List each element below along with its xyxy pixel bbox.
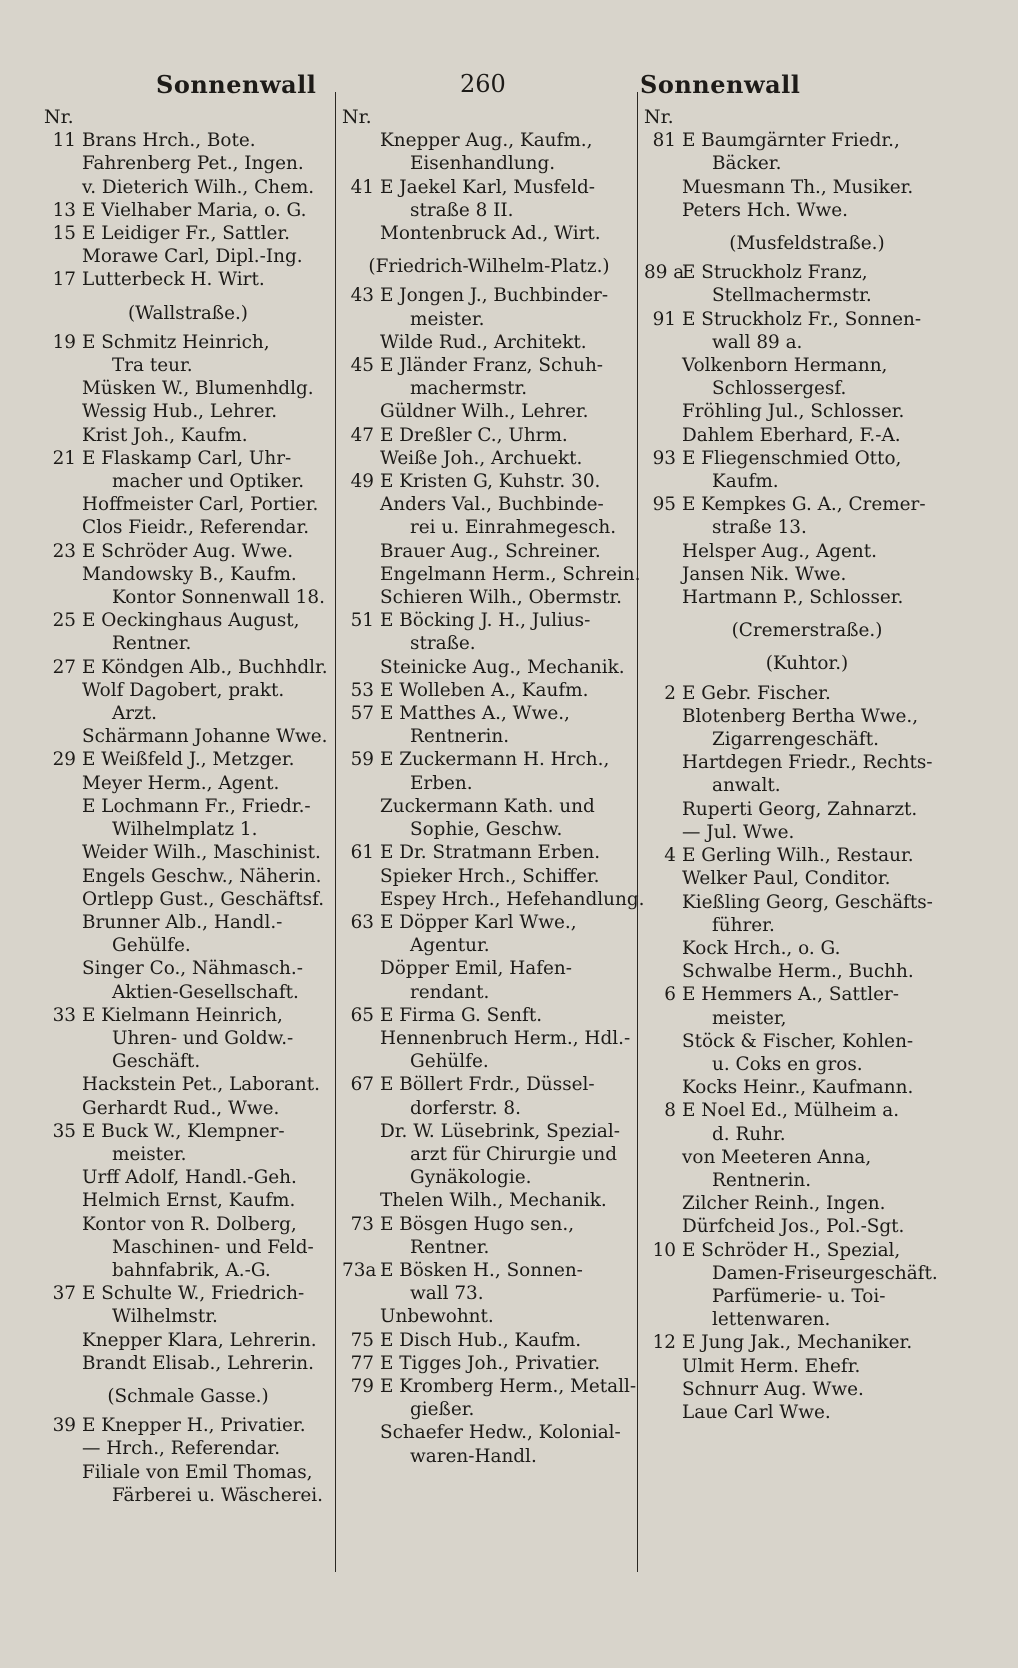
house-number: 35 bbox=[52, 1120, 76, 1142]
house-number: 25 bbox=[52, 610, 76, 632]
resident-entry: Hartmann P., Schlosser. bbox=[682, 587, 904, 609]
resident-entry: Filiale von Emil Thomas, bbox=[82, 1461, 313, 1483]
entry-continuation: rei u. Einrahmegesch. bbox=[410, 517, 617, 539]
house-number: 95 bbox=[652, 494, 676, 516]
resident-text: E Kielmann Heinrich, bbox=[82, 1004, 283, 1026]
resident-text: E Kristen G, Kuhstr. 30. bbox=[380, 471, 601, 493]
entry-continuation: waren-Handl. bbox=[410, 1445, 537, 1467]
resident-text: E Struckholz Franz, bbox=[682, 262, 868, 284]
resident-entry: Zuckermann Kath. und bbox=[380, 795, 595, 817]
entry-continuation: Uhren- und Goldw.- bbox=[112, 1027, 294, 1049]
resident-text: E Oeckinghaus August, bbox=[82, 610, 300, 632]
entry-continuation: Damen-Friseurgeschäft. bbox=[712, 1262, 938, 1284]
house-entry bbox=[342, 1375, 636, 1398]
column-3 bbox=[644, 106, 970, 1424]
resident-entry: Fröhling Jul., Schlosser. bbox=[682, 401, 905, 423]
resident-entry: Gerhardt Rud., Wwe. bbox=[82, 1097, 280, 1119]
resident-text: E Fliegenschmied Otto, bbox=[682, 447, 902, 469]
resident-text: E Schröder H., Spezial, bbox=[682, 1239, 901, 1261]
resident-entry: Welker Paul, Conditor. bbox=[682, 868, 891, 890]
house-number: 27 bbox=[52, 656, 76, 678]
house-entry bbox=[644, 493, 970, 516]
resident-text: E Gebr. Fischer. bbox=[682, 682, 831, 704]
entry-continuation: wall 89 a. bbox=[712, 331, 803, 353]
house-number: 13 bbox=[52, 199, 76, 221]
entry-continuation: wall 73. bbox=[410, 1283, 484, 1305]
column-rule bbox=[637, 92, 638, 1572]
house-entry bbox=[342, 702, 636, 725]
resident-text: E Knepper H., Privatier. bbox=[82, 1415, 306, 1437]
house-number: 93 bbox=[652, 447, 676, 469]
resident-entry: Steinicke Aug., Mechanik. bbox=[380, 656, 625, 678]
resident-text: E Schmitz Heinrich, bbox=[82, 331, 270, 353]
house-entry bbox=[342, 424, 636, 447]
resident-text: E Dr. Stratmann Erben. bbox=[380, 842, 601, 864]
house-number: 19 bbox=[52, 331, 76, 353]
house-entry bbox=[342, 841, 636, 864]
entry-continuation: Rentner. bbox=[112, 633, 192, 655]
resident-entry: Knepper Aug., Kaufm., bbox=[380, 130, 593, 152]
entry-continuation: Gehülfe. bbox=[112, 935, 191, 957]
house-number: 15 bbox=[52, 223, 76, 245]
column-rule bbox=[335, 92, 336, 1572]
resident-text: E Köndgen Alb., Buchhdlr. bbox=[82, 656, 328, 678]
resident-entry: Kontor von R. Dolberg, bbox=[82, 1213, 297, 1235]
resident-text: E Jung Jak., Mechaniker. bbox=[682, 1332, 913, 1354]
resident-entry: Unbewohnt. bbox=[380, 1306, 494, 1328]
entry-continuation: dorferstr. 8. bbox=[410, 1097, 521, 1119]
resident-entry: Schwalbe Herm., Buchh. bbox=[682, 961, 914, 983]
house-number: 73 bbox=[350, 1213, 374, 1235]
resident-entry: Ruperti Georg, Zahnarzt. bbox=[682, 798, 918, 820]
house-entry bbox=[342, 1004, 636, 1027]
resident-text: E Tigges Joh., Privatier. bbox=[380, 1352, 601, 1374]
house-number: 39 bbox=[52, 1415, 76, 1437]
entry-continuation: Stellmachermstr. bbox=[712, 285, 872, 307]
entry-continuation: Arzt. bbox=[112, 703, 157, 725]
house-number: 45 bbox=[350, 355, 374, 377]
resident-entry: Hennenbruch Herm., Hdl.- bbox=[380, 1027, 631, 1049]
resident-entry: Brandt Elisab., Lehrerin. bbox=[82, 1352, 315, 1374]
resident-text: E Vielhaber Maria, o. G. bbox=[82, 199, 307, 221]
house-entry bbox=[342, 679, 636, 702]
house-entry bbox=[342, 1213, 636, 1236]
entry-continuation: Erben. bbox=[410, 772, 473, 794]
resident-text: E Weißfeld J., Metzger. bbox=[82, 749, 295, 771]
resident-text: E Gerling Wilh., Restaur. bbox=[682, 845, 914, 867]
resident-text: E Buck W., Klempner- bbox=[82, 1120, 285, 1142]
house-entry bbox=[342, 1259, 636, 1282]
house-entry bbox=[342, 609, 636, 632]
entry-continuation: Sophie, Geschw. bbox=[410, 819, 563, 841]
house-entry bbox=[644, 844, 970, 867]
house-number: 37 bbox=[52, 1283, 76, 1305]
house-entry bbox=[644, 447, 970, 470]
house-number: 59 bbox=[350, 749, 374, 771]
entry-continuation: straße 8 II. bbox=[410, 199, 514, 221]
house-entry bbox=[342, 284, 636, 307]
house-entry bbox=[44, 1282, 332, 1305]
house-entry bbox=[44, 540, 332, 563]
entry-continuation: lettenwaren. bbox=[712, 1309, 831, 1331]
resident-entry: Brauer Aug., Schreiner. bbox=[380, 540, 601, 562]
resident-entry: Anders Val., Buchbinde- bbox=[380, 494, 604, 516]
house-number: 63 bbox=[350, 911, 374, 933]
house-number: 29 bbox=[52, 749, 76, 771]
house-entry bbox=[644, 682, 970, 705]
house-entry bbox=[44, 1414, 332, 1437]
house-entry bbox=[44, 1004, 332, 1027]
resident-entry: Weiße Joh., Archuekt. bbox=[380, 447, 583, 469]
house-number: 91 bbox=[652, 308, 676, 330]
resident-text: E Schulte W., Friedrich- bbox=[82, 1283, 305, 1305]
resident-text: E Böllert Frdr., Düssel- bbox=[380, 1074, 595, 1096]
resident-entry: Espey Hrch., Hefehandlung. bbox=[380, 888, 645, 910]
house-number: 8 bbox=[664, 1100, 676, 1122]
resident-text: E Struckholz Fr., Sonnen- bbox=[682, 308, 922, 330]
house-entry bbox=[44, 129, 332, 152]
running-head-left: Sonnenwall bbox=[156, 70, 317, 99]
entry-continuation: straße. bbox=[410, 633, 476, 655]
house-entry bbox=[44, 656, 332, 679]
resident-text: E Böcking J. H., Julius- bbox=[380, 610, 591, 632]
house-number: 65 bbox=[350, 1004, 374, 1026]
resident-entry: Jansen Nik. Wwe. bbox=[682, 563, 847, 585]
house-number: 77 bbox=[350, 1352, 374, 1374]
house-entry bbox=[44, 609, 332, 632]
resident-entry: Helsper Aug., Agent. bbox=[682, 540, 877, 562]
resident-entry: Kießling Georg, Geschäfts- bbox=[682, 891, 933, 913]
house-number: 47 bbox=[350, 424, 374, 446]
resident-text: E Schröder Aug. Wwe. bbox=[82, 540, 294, 562]
resident-text: E Kempkes G. A., Cremer- bbox=[682, 494, 926, 516]
house-entry bbox=[644, 261, 970, 284]
resident-entry: Schaefer Hedw., Kolonial- bbox=[380, 1422, 621, 1444]
resident-entry: Muesmann Th., Musiker. bbox=[682, 176, 914, 198]
resident-text: E Disch Hub., Kaufm. bbox=[380, 1329, 582, 1351]
entry-continuation: d. Ruhr. bbox=[712, 1123, 786, 1145]
house-entry bbox=[342, 911, 636, 934]
resident-entry: Dr. W. Lüsebrink, Spezial- bbox=[380, 1120, 620, 1142]
house-entry bbox=[342, 176, 636, 199]
entry-continuation: Kontor Sonnenwall 18. bbox=[112, 587, 325, 609]
house-number: 12 bbox=[652, 1332, 676, 1354]
street-heading: (Cremerstraße.) bbox=[731, 620, 883, 642]
resident-entry: Montenbruck Ad., Wirt. bbox=[380, 223, 601, 245]
resident-entry: Döpper Emil, Hafen- bbox=[380, 958, 572, 980]
entry-continuation: machermstr. bbox=[410, 378, 528, 400]
resident-entry: — Hrch., Referendar. bbox=[82, 1438, 281, 1460]
resident-text: E Noel Ed., Mülheim a. bbox=[682, 1100, 900, 1122]
entry-continuation: führer. bbox=[712, 914, 775, 936]
house-number: 33 bbox=[52, 1004, 76, 1026]
resident-entry: Zilcher Reinh., Ingen. bbox=[682, 1193, 886, 1215]
street-heading: (Kuhtor.) bbox=[765, 653, 849, 675]
resident-text: E Hemmers A., Sattler- bbox=[682, 984, 899, 1006]
resident-entry: Dahlem Eberhard, F.-A. bbox=[682, 424, 901, 446]
entry-continuation: bahnfabrik, A.-G. bbox=[112, 1259, 271, 1281]
entry-continuation: Parfümerie- u. Toi- bbox=[712, 1285, 886, 1307]
entry-continuation: Bäcker. bbox=[712, 153, 782, 175]
street-heading: (Schmale Gasse.) bbox=[107, 1385, 269, 1407]
house-number: 81 bbox=[652, 130, 676, 152]
entry-continuation: Wilhelmplatz 1. bbox=[112, 819, 258, 841]
entry-continuation: arzt für Chirurgie und bbox=[410, 1143, 618, 1165]
entry-continuation: Gehülfe. bbox=[410, 1051, 489, 1073]
house-number: 41 bbox=[350, 176, 374, 198]
entry-continuation: u. Coks en gros. bbox=[712, 1053, 863, 1075]
resident-entry: Fahrenberg Pet., Ingen. bbox=[82, 153, 304, 175]
house-entry bbox=[44, 268, 332, 291]
house-number: 75 bbox=[350, 1329, 374, 1351]
resident-entry: Güldner Wilh., Lehrer. bbox=[380, 401, 589, 423]
house-number: 17 bbox=[52, 269, 76, 291]
resident-entry: Hartdegen Friedr., Rechts- bbox=[682, 752, 933, 774]
house-entry bbox=[342, 1329, 636, 1352]
resident-entry: Ortlepp Gust., Geschäftsf. bbox=[82, 888, 325, 910]
entry-continuation: macher und Optiker. bbox=[112, 471, 305, 493]
resident-text: E Dreßler C., Uhrm. bbox=[380, 424, 568, 446]
resident-entry: Peters Hch. Wwe. bbox=[682, 199, 849, 221]
resident-text: E Bösken H., Sonnen- bbox=[380, 1259, 583, 1281]
house-number: 4 bbox=[664, 845, 676, 867]
house-number: 23 bbox=[52, 540, 76, 562]
resident-entry: Engelmann Herm., Schrein. bbox=[380, 563, 641, 585]
resident-text: E Leidiger Fr., Sattler. bbox=[82, 223, 290, 245]
house-number: 57 bbox=[350, 703, 374, 725]
resident-entry: Weider Wilh., Maschinist. bbox=[82, 842, 321, 864]
resident-entry: Singer Co., Nähmasch.- bbox=[82, 958, 303, 980]
entry-continuation: Tra teur. bbox=[112, 355, 193, 377]
resident-text: E Kromberg Herm., Metall- bbox=[380, 1375, 637, 1397]
column-heading: Nr. bbox=[44, 106, 74, 128]
resident-entry: Hackstein Pet., Laborant. bbox=[82, 1074, 320, 1096]
house-entry bbox=[644, 308, 970, 331]
resident-entry: Hoffmeister Carl, Portier. bbox=[82, 494, 319, 516]
house-number: 11 bbox=[52, 130, 76, 152]
house-entry bbox=[44, 331, 332, 354]
street-heading: (Friedrich-Wilhelm-Platz.) bbox=[368, 256, 610, 278]
resident-entry: Blotenberg Bertha Wwe., bbox=[682, 705, 919, 727]
house-number: 53 bbox=[350, 679, 374, 701]
resident-text: E Jongen J., Buchbinder- bbox=[380, 285, 609, 307]
resident-entry: Schnurr Aug. Wwe. bbox=[682, 1378, 864, 1400]
street-heading: (Musfeldstraße.) bbox=[729, 233, 885, 255]
resident-entry: Dürfcheid Jos., Pol.-Sgt. bbox=[682, 1216, 905, 1238]
entry-continuation: Rentner. bbox=[410, 1236, 490, 1258]
house-number: 43 bbox=[350, 285, 374, 307]
page-number: 260 bbox=[460, 70, 506, 98]
resident-text: Lutterbeck H. Wirt. bbox=[82, 269, 265, 291]
entry-continuation: Rentnerin. bbox=[410, 726, 510, 748]
resident-entry: Thelen Wilh., Mechanik. bbox=[380, 1190, 607, 1212]
house-entry bbox=[342, 354, 636, 377]
entry-continuation: meister. bbox=[410, 308, 485, 330]
resident-entry: Morawe Carl, Dipl.-Ing. bbox=[82, 246, 303, 268]
entry-continuation: Zigarrengeschäft. bbox=[712, 729, 879, 751]
house-entry bbox=[644, 1239, 970, 1262]
entry-continuation: rendant. bbox=[410, 981, 490, 1003]
resident-entry: Laue Carl Wwe. bbox=[682, 1401, 831, 1423]
resident-entry: E Lochmann Fr., Friedr.- bbox=[82, 795, 311, 817]
house-number: 2 bbox=[664, 682, 676, 704]
resident-entry: Mandowsky B., Kaufm. bbox=[82, 563, 297, 585]
house-number: 61 bbox=[350, 842, 374, 864]
house-number: 6 bbox=[664, 984, 676, 1006]
house-number: 10 bbox=[652, 1239, 676, 1261]
resident-entry: Kocks Heinr., Kaufmann. bbox=[682, 1077, 914, 1099]
resident-text: E Matthes A., Wwe., bbox=[380, 703, 570, 725]
resident-entry: Clos Fieidr., Referendar. bbox=[82, 517, 310, 539]
resident-entry: Urff Adolf, Handl.-Geh. bbox=[82, 1167, 297, 1189]
house-number: 79 bbox=[350, 1375, 374, 1397]
resident-entry: Müsken W., Blumenhdlg. bbox=[82, 378, 314, 400]
resident-entry: Spieker Hrch., Schiffer. bbox=[380, 865, 600, 887]
resident-entry: Kock Hrch., o. G. bbox=[682, 937, 841, 959]
entry-continuation: Geschäft. bbox=[112, 1051, 201, 1073]
page-header bbox=[44, 62, 1018, 106]
house-entry bbox=[44, 199, 332, 222]
entry-continuation: Maschinen- und Feld- bbox=[112, 1236, 314, 1258]
house-number: 49 bbox=[350, 471, 374, 493]
running-head-right: Sonnenwall bbox=[640, 70, 801, 99]
entry-continuation: meister, bbox=[712, 1007, 787, 1029]
resident-entry: Brunner Alb., Handl.- bbox=[82, 911, 283, 933]
resident-entry: Wolf Dagobert, prakt. bbox=[82, 679, 285, 701]
house-entry bbox=[44, 447, 332, 470]
resident-entry: Krist Joh., Kaufm. bbox=[82, 424, 248, 446]
resident-text: E Firma G. Senft. bbox=[380, 1004, 543, 1026]
resident-text: E Bösgen Hugo sen., bbox=[380, 1213, 575, 1235]
house-entry bbox=[342, 748, 636, 771]
house-entry bbox=[44, 748, 332, 771]
street-heading: (Wallstraße.) bbox=[128, 302, 248, 324]
resident-entry: Schärmann Johanne Wwe. bbox=[82, 726, 328, 748]
house-entry bbox=[644, 1099, 970, 1122]
resident-text: Brans Hrch., Bote. bbox=[82, 130, 256, 152]
house-entry bbox=[644, 129, 970, 152]
house-number: 73a bbox=[342, 1259, 377, 1281]
resident-entry: Wessig Hub., Lehrer. bbox=[82, 401, 278, 423]
resident-entry: von Meeteren Anna, bbox=[682, 1146, 872, 1168]
entry-continuation: anwalt. bbox=[712, 775, 781, 797]
house-entry bbox=[342, 1352, 636, 1375]
column-2 bbox=[342, 106, 645, 1468]
resident-text: E Flaskamp Carl, Uhr- bbox=[82, 447, 292, 469]
entry-continuation: Kaufm. bbox=[712, 471, 779, 493]
entry-continuation: gießer. bbox=[410, 1399, 475, 1421]
resident-text: E Döpper Karl Wwe., bbox=[380, 911, 577, 933]
resident-text: E Jaekel Karl, Musfeld- bbox=[380, 176, 595, 198]
resident-entry: Meyer Herm., Agent. bbox=[82, 772, 280, 794]
column-heading: Nr. bbox=[342, 106, 372, 128]
resident-entry: Engels Geschw., Näherin. bbox=[82, 865, 322, 887]
resident-text: E Baumgärnter Friedr., bbox=[682, 130, 900, 152]
house-entry bbox=[644, 1331, 970, 1354]
entry-continuation: Aktien-Gesellschaft. bbox=[112, 981, 299, 1003]
entry-continuation: Gynäkologie. bbox=[410, 1167, 532, 1189]
resident-entry: Volkenborn Hermann, bbox=[682, 355, 888, 377]
column-1 bbox=[44, 106, 332, 1507]
resident-entry: Schieren Wilh., Obermstr. bbox=[380, 587, 623, 609]
resident-text: E Jländer Franz, Schuh- bbox=[380, 355, 604, 377]
entry-continuation: Färberei u. Wäscherei. bbox=[112, 1484, 323, 1506]
house-number: 67 bbox=[350, 1074, 374, 1096]
house-entry bbox=[44, 1120, 332, 1143]
entry-continuation: Eisenhandlung. bbox=[410, 153, 556, 175]
house-entry bbox=[644, 983, 970, 1006]
entry-continuation: Agentur. bbox=[410, 935, 490, 957]
resident-entry: v. Dieterich Wilh., Chem. bbox=[82, 176, 315, 198]
entry-continuation: Schlossergesf. bbox=[712, 378, 847, 400]
entry-continuation: meister. bbox=[112, 1143, 187, 1165]
house-number: 51 bbox=[350, 610, 374, 632]
entry-continuation: straße 13. bbox=[712, 517, 807, 539]
house-entry bbox=[342, 470, 636, 493]
resident-entry: — Jul. Wwe. bbox=[682, 821, 795, 843]
resident-entry: Stöck & Fischer, Kohlen- bbox=[682, 1030, 914, 1052]
house-entry bbox=[44, 222, 332, 245]
house-number: 89 a bbox=[644, 262, 685, 284]
house-entry bbox=[342, 1073, 636, 1096]
column-heading: Nr. bbox=[644, 106, 674, 128]
entry-continuation: Rentnerin. bbox=[712, 1169, 812, 1191]
resident-entry: Ulmit Herm. Ehefr. bbox=[682, 1355, 861, 1377]
resident-text: E Wolleben A., Kaufm. bbox=[380, 679, 589, 701]
house-number: 21 bbox=[52, 447, 76, 469]
resident-text: E Zuckermann H. Hrch., bbox=[380, 749, 610, 771]
entry-continuation: Wilhelmstr. bbox=[112, 1306, 218, 1328]
resident-entry: Wilde Rud., Architekt. bbox=[380, 331, 587, 353]
resident-entry: Helmich Ernst, Kaufm. bbox=[82, 1190, 296, 1212]
resident-entry: Knepper Klara, Lehrerin. bbox=[82, 1329, 317, 1351]
